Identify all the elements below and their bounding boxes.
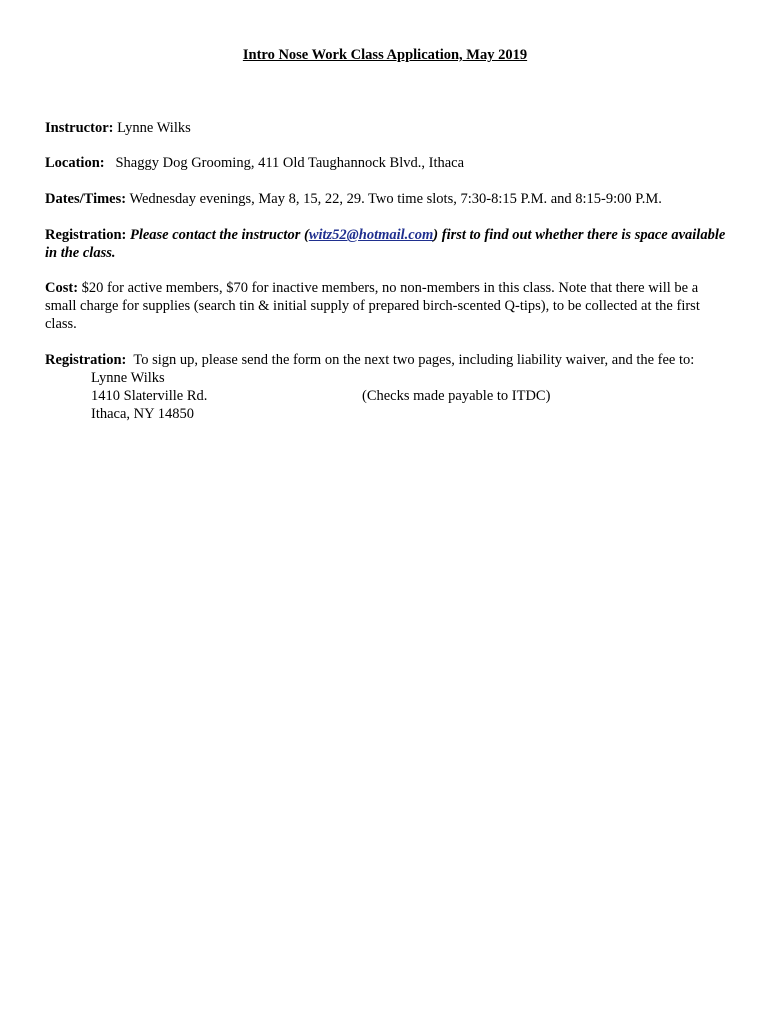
instructor-value: Lynne Wilks bbox=[117, 120, 191, 136]
instructor-label: Instructor: bbox=[45, 120, 114, 136]
registration-value: To sign up, please send the form on the next two pages, including liability waiver, and the fee to: bbox=[133, 352, 695, 368]
instructor-email-link[interactable]: witz52@hotmail.com bbox=[308, 227, 434, 243]
registration-note-text-after: ) first to find out whether there is space available in the class. bbox=[45, 227, 726, 261]
cost-paragraph bbox=[45, 279, 727, 333]
location-line bbox=[45, 154, 727, 172]
registration-note-text-before: Please contact the instructor ( bbox=[129, 227, 309, 243]
page-title: Intro Nose Work Class Application, May 2019 bbox=[242, 47, 528, 63]
registration-note bbox=[45, 226, 727, 262]
registration-label: Registration: bbox=[45, 352, 127, 368]
cost-label: Cost: bbox=[45, 280, 79, 296]
registration-line bbox=[45, 351, 735, 369]
address-street: 1410 Slaterville Rd. bbox=[91, 388, 208, 404]
address-name: Lynne Wilks bbox=[91, 370, 165, 386]
dates-label: Dates/Times: bbox=[45, 191, 127, 207]
instructor-line bbox=[45, 119, 727, 137]
registration-note-label: Registration: bbox=[45, 227, 127, 243]
dates-line bbox=[45, 190, 727, 208]
location-value: Shaggy Dog Grooming, 411 Old Taughannock Blvd., Ithaca bbox=[115, 155, 465, 171]
dates-value: Wednesday evenings, May 8, 15, 22, 29. Two time slots, 7:30-8:15 P.M. and 8:15-9:00 P.M. bbox=[129, 191, 662, 207]
location-label: Location: bbox=[45, 155, 105, 171]
cost-value: $20 for active members, $70 for inactive members, no non-members in this class. Note that there will be a small charge for supplies (search tin & initial supply of prepared birch-scented Q-tips), to be collected at the first class. bbox=[45, 280, 700, 332]
checks-note: (Checks made payable to ITDC) bbox=[362, 388, 551, 404]
address-city: Ithaca, NY 14850 bbox=[91, 406, 194, 422]
